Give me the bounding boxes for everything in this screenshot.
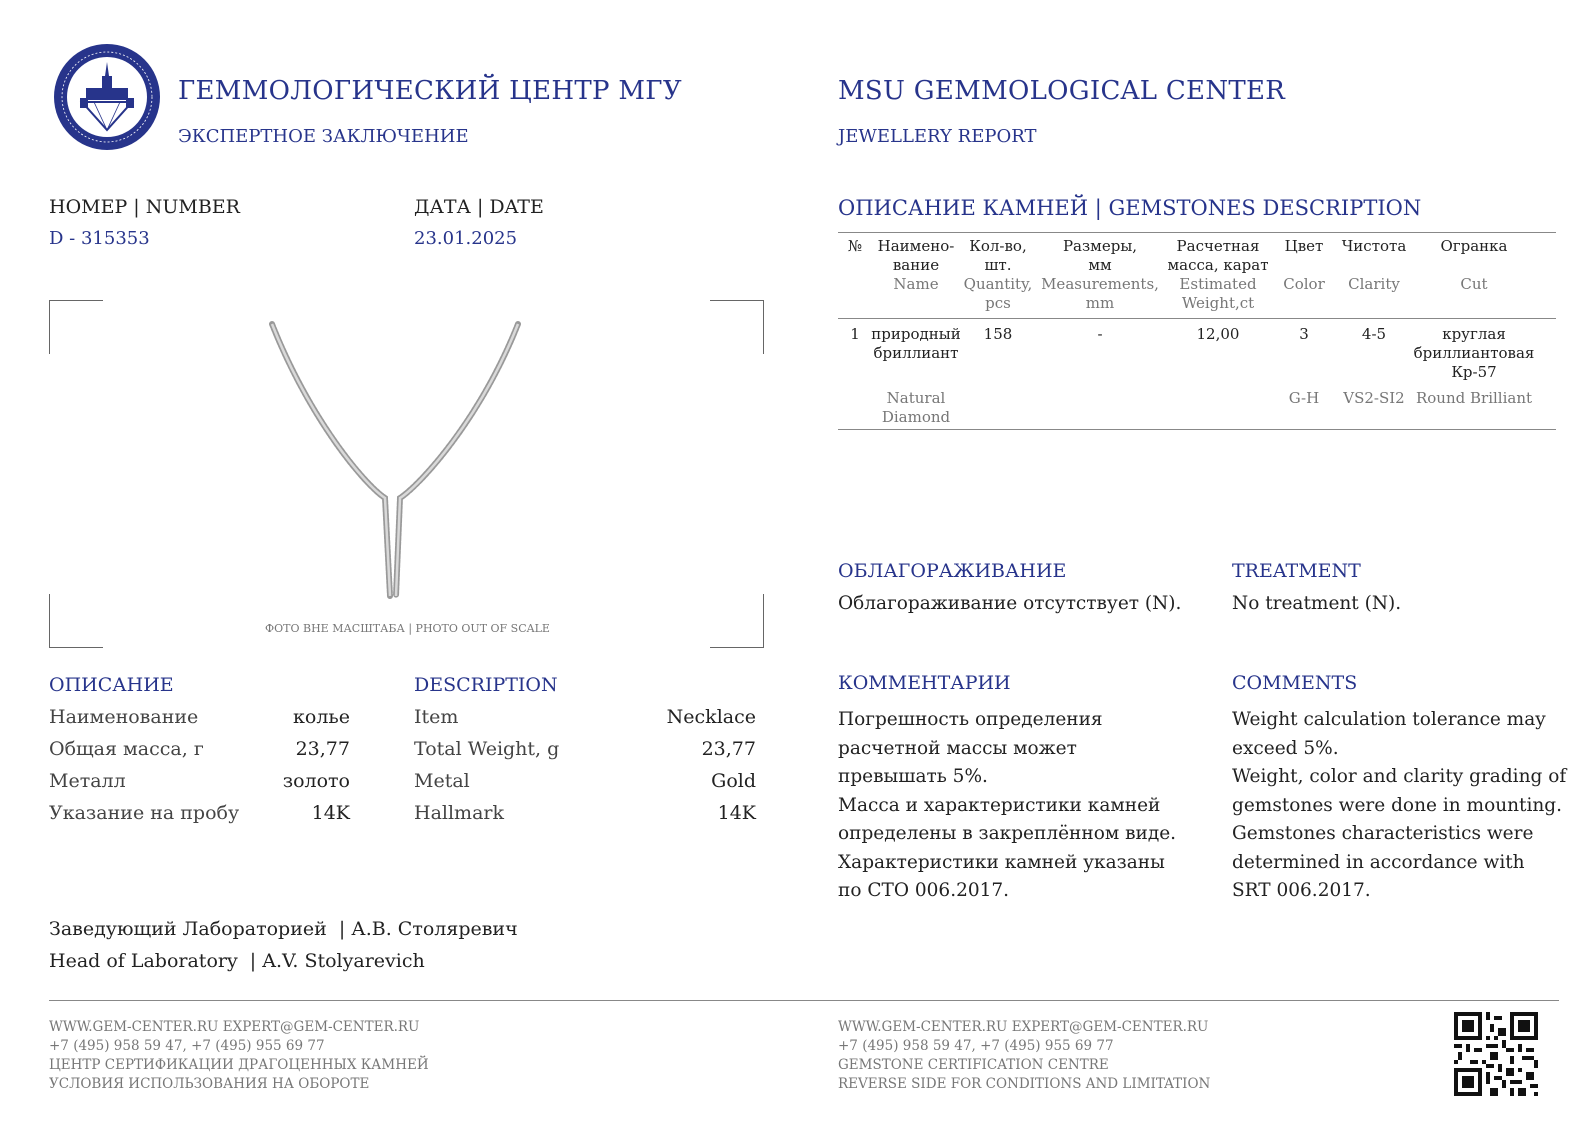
- header-no: №: [847, 237, 863, 255]
- row-cut: круглая бриллиантовая Кр-57 Round Brilliant: [1413, 325, 1535, 407]
- row-color: 3 G-H: [1288, 325, 1320, 407]
- description-en-value: 23,77: [701, 738, 756, 760]
- treatment-ru-text: Облагораживание отсутствует (N).: [838, 593, 1182, 614]
- description-en-label: Metal: [414, 770, 470, 792]
- row-quantity: 158: [983, 325, 1013, 343]
- description-ru-title: ОПИСАНИЕ: [49, 674, 174, 696]
- description-ru-label: Общая масса, г: [49, 738, 204, 760]
- msu-seal-icon: [52, 42, 162, 152]
- footer-left: WWW.GEM-CENTER.RU EXPERT@GEM-CENTER.RU +7 (495) 958 59 47, +7 (495) 955 69 77 ЦЕНТР СЕРТИФИКАЦИИ ДРАГОЦЕННЫХ КАМНЕЙ УСЛОВИЯ ИСПОЛЬЗОВАНИЯ НА ОБОРОТЕ: [49, 1019, 429, 1092]
- row-weight: 12,00: [1196, 325, 1240, 343]
- row-name: природный бриллиант Natural Diamond: [871, 325, 961, 426]
- date-label: ДАТА | DATE: [414, 196, 544, 218]
- comments-ru-text: Погрешность определения расчетной массы может превышать 5%. Масса и характеристики камней определены в закреплённом виде. Характеристики камней указаны по СТО 006.2017.: [838, 709, 1177, 901]
- description-en-label: Item: [414, 706, 459, 728]
- subtitle-ru: ЭКСПЕРТНОЕ ЗАКЛЮЧЕНИЕ: [178, 126, 469, 147]
- header-cut: Огранка Cut: [1440, 237, 1508, 293]
- photo-frame-corner: [49, 300, 103, 354]
- description-ru-value: колье: [293, 706, 350, 728]
- treatment-en-title: TREATMENT: [1232, 560, 1361, 582]
- comments-en-title: COMMENTS: [1232, 672, 1358, 694]
- header-weight: Расчетная масса, карат Estimated Weight,ct: [1167, 237, 1269, 312]
- row-no: 1: [850, 325, 860, 343]
- header-quantity: Кол-во, шт. Quantity, pcs: [963, 237, 1033, 312]
- subtitle-en: JEWELLERY REPORT: [838, 126, 1037, 147]
- table-header: [838, 233, 1556, 319]
- signature-en: Head of Laboratory | A.V. Stolyarevich: [49, 950, 425, 972]
- number-value: D - 315353: [49, 228, 150, 249]
- photo-frame-corner: [710, 594, 764, 648]
- row-measurements: -: [1097, 325, 1103, 343]
- photo-frame-corner: [49, 594, 103, 648]
- header-name: Наимено- вание Name: [877, 237, 955, 293]
- description-ru-label: Указание на пробу: [49, 802, 240, 824]
- date-value: 23.01.2025: [414, 228, 518, 249]
- treatment-en-text: No treatment (N).: [1232, 593, 1402, 614]
- description-en-label: Total Weight, g: [414, 738, 560, 760]
- description-ru-label: Металл: [49, 770, 126, 792]
- description-en-value: Necklace: [666, 706, 756, 728]
- header-clarity: Чистота Clarity: [1341, 237, 1407, 293]
- header-color: Цвет Color: [1283, 237, 1325, 293]
- qr-code-icon: [1454, 1012, 1538, 1096]
- description-en-value: Gold: [711, 770, 756, 792]
- treatment-ru-title: ОБЛАГОРАЖИВАНИЕ: [838, 560, 1067, 582]
- signature-ru: Заведующий Лабораторией | А.В. Столяревич: [49, 918, 518, 940]
- comments-en-text: Weight calculation tolerance may exceed 5%. Weight, color and clarity grading of gemstones were done in mounting. Gemstones characteristics were determined in accordance with SRT 006.2017.: [1232, 709, 1567, 901]
- row-clarity: 4-5 VS2-SI2: [1343, 325, 1405, 407]
- description-ru-value: 23,77: [295, 738, 350, 760]
- photo-frame-corner: [710, 300, 764, 354]
- table-row: [838, 319, 1556, 429]
- gemstones-table: [838, 232, 1556, 430]
- necklace-photo: [250, 320, 540, 610]
- gemstones-title: ОПИСАНИЕ КАМНЕЙ | GEMSTONES DESCRIPTION: [838, 196, 1422, 220]
- footer-divider: [49, 1000, 1559, 1001]
- description-ru-value: 14K: [311, 802, 350, 824]
- title-en: MSU GEMMOLOGICAL CENTER: [838, 76, 1286, 106]
- header-measurements: Размеры, мм Measurements, mm: [1041, 237, 1159, 312]
- footer-right: WWW.GEM-CENTER.RU EXPERT@GEM-CENTER.RU +7 (495) 958 59 47, +7 (495) 955 69 77 GEMSTONE CERTIFICATION CENTRE REVERSE SIDE FOR CONDITIONS AND LIMITATION: [838, 1019, 1211, 1092]
- description-ru-value: золото: [282, 770, 350, 792]
- photo-note: ФОТО ВНЕ МАСШТАБА | PHOTO OUT OF SCALE: [265, 622, 550, 635]
- number-label: НОМЕР | NUMBER: [49, 196, 240, 218]
- description-en-value: 14K: [717, 802, 756, 824]
- title-ru: ГЕММОЛОГИЧЕСКИЙ ЦЕНТР МГУ: [178, 76, 682, 106]
- comments-ru-title: КОММЕНТАРИИ: [838, 672, 1011, 694]
- description-en-title: DESCRIPTION: [414, 674, 558, 696]
- description-ru-label: Наименование: [49, 706, 199, 728]
- description-en-label: Hallmark: [414, 802, 504, 824]
